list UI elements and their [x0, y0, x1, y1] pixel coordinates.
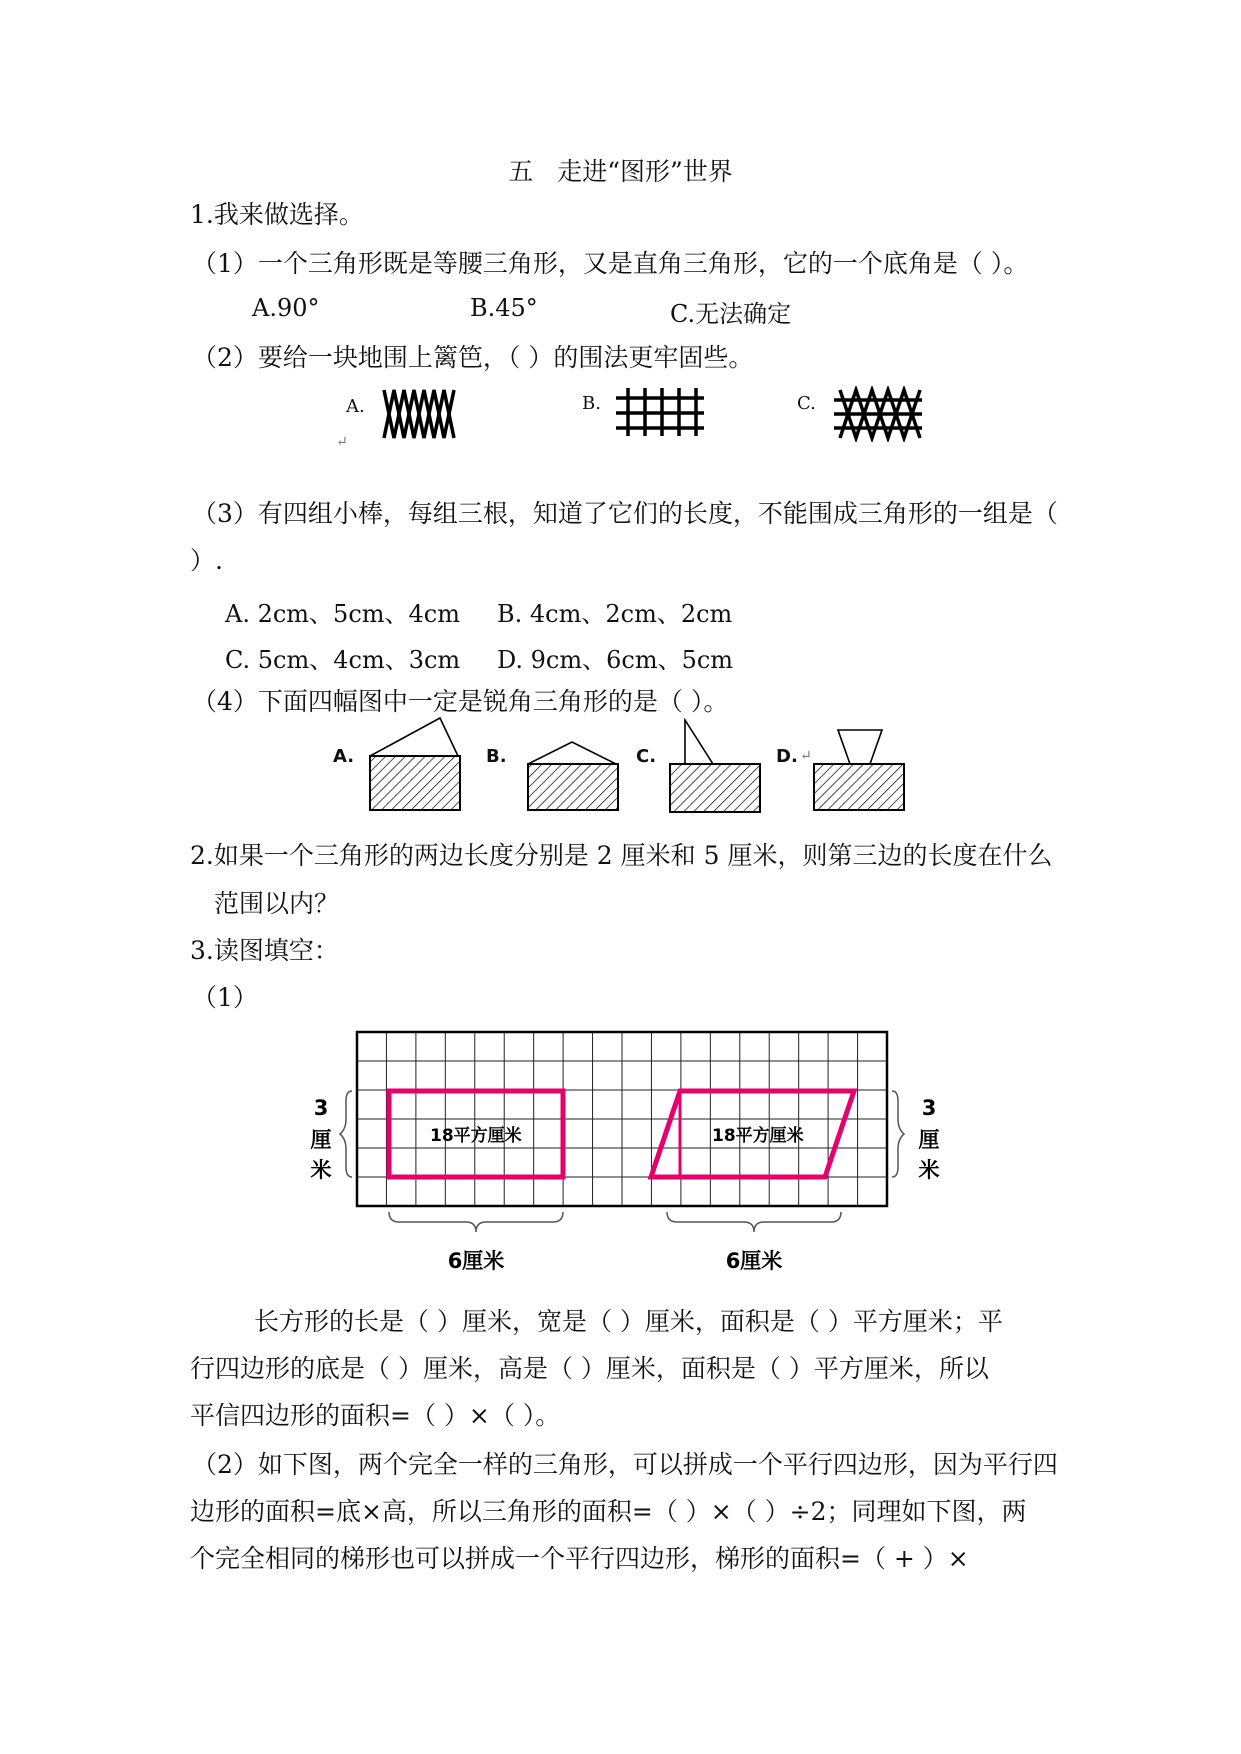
fence-b-grid: [612, 386, 708, 438]
fence-a-crisscross: [380, 386, 460, 442]
q3-sub2-line3: 个完全相同的梯形也可以拼成一个平行四边形，梯形的面积=（ + ）×: [190, 1544, 969, 1573]
q3-heading: 3.读图填空：: [190, 936, 339, 965]
triangle-figure-c: [668, 718, 764, 814]
q1-part1-option-b: B.45°: [470, 294, 538, 322]
q1-part3-option-a: A. 2cm、5cm、4cm: [225, 600, 460, 628]
fence-label-a: A.: [346, 396, 365, 417]
grid-area-figure: [300, 1025, 940, 1285]
left-height-label-2: 厘: [310, 1128, 332, 1152]
triangle-option-label-c: C.: [636, 746, 657, 767]
q1-part3-line1: （3）有四组小棒，每组三根，知道了它们的长度，不能围成三角形的一组是（: [192, 499, 1058, 528]
right-height-label-2: 厘: [918, 1128, 940, 1152]
q3-fill-line3: 平信四边形的面积=（ ）×（ ）。: [190, 1401, 561, 1430]
q1-part3-line2: ）.: [190, 546, 223, 575]
q1-part3-option-c: C. 5cm、4cm、3cm: [225, 646, 461, 674]
q1-part1-option-c: C.无法确定: [670, 300, 792, 328]
q1-part4-text: （4）下面四幅图中一定是锐角三角形的是（ ）。: [192, 687, 729, 716]
page-title: [0, 152, 1241, 188]
right-height-label-1: 3: [921, 1096, 937, 1120]
q1-part3-option-d: D. 9cm、6cm、5cm: [497, 646, 734, 674]
triangle-option-label-a: A.: [333, 746, 355, 767]
left-base-brace: [389, 1212, 563, 1232]
q3-sub2-line2: 边形的面积=底×高，所以三角形的面积=（ ）×（ ）÷2；同理如下图，两: [190, 1497, 1027, 1526]
q3-fill-line1: 长方形的长是（ ）厘米，宽是（ ）厘米，面积是（ ）平方厘米；平: [254, 1307, 1003, 1336]
return-mark: ↵: [800, 748, 812, 764]
left-height-label-1: 3: [313, 1096, 329, 1120]
fence-c-crossed: [830, 386, 926, 442]
triangle-figure-d: [812, 726, 908, 814]
triangle-figure-b: [526, 740, 622, 814]
q2-line1: 2.如果一个三角形的两边长度分别是 2 厘米和 5 厘米，则第三边的长度在什么: [190, 841, 1053, 870]
parallelogram-area-label: 18平方厘米: [712, 1126, 804, 1146]
left-height-label-3: 米: [310, 1158, 332, 1182]
right-base-label: 6厘米: [725, 1249, 783, 1273]
return-mark: ↵: [336, 434, 348, 450]
q1-part1-option-a: A.90°: [252, 294, 320, 322]
left-height-brace: [340, 1091, 352, 1177]
q3-sub1-label: （1）: [192, 983, 258, 1012]
right-height-label-3: 米: [918, 1158, 940, 1182]
triangle-option-label-d: D.: [776, 746, 798, 767]
title-number: 五: [508, 157, 534, 186]
triangle-option-label-b: B.: [486, 746, 507, 767]
q1-part3-option-b: B. 4cm、2cm、2cm: [497, 600, 733, 628]
q1-part1-text: （1）一个三角形既是等腰三角形，又是直角三角形，它的一个底角是（ ）。: [192, 249, 1029, 278]
q3-sub2-line1: （2）如下图，两个完全一样的三角形，可以拼成一个平行四边形，因为平行四: [192, 1450, 1058, 1479]
q1-part2-text: （2）要给一块地围上篱笆，（ ）的围法更牢固些。: [192, 343, 754, 372]
left-base-label: 6厘米: [447, 1249, 505, 1273]
triangle-figure-a: [368, 714, 464, 814]
rectangle-area-label: 18平方厘米: [430, 1126, 522, 1146]
fence-label-c: C.: [797, 393, 816, 414]
grid-lines: [357, 1032, 887, 1206]
right-base-brace: [667, 1212, 841, 1232]
right-height-brace: [892, 1091, 904, 1177]
title-text: 走进“图形”世界: [557, 157, 733, 186]
q2-line2: 范围以内？: [214, 889, 340, 918]
fence-label-b: B.: [582, 393, 601, 414]
q1-heading: 1.我来做选择。: [190, 200, 364, 229]
q3-fill-line2: 行四边形的底是（ ）厘米，高是（ ）厘米，面积是（ ）平方厘米，所以: [190, 1354, 989, 1383]
